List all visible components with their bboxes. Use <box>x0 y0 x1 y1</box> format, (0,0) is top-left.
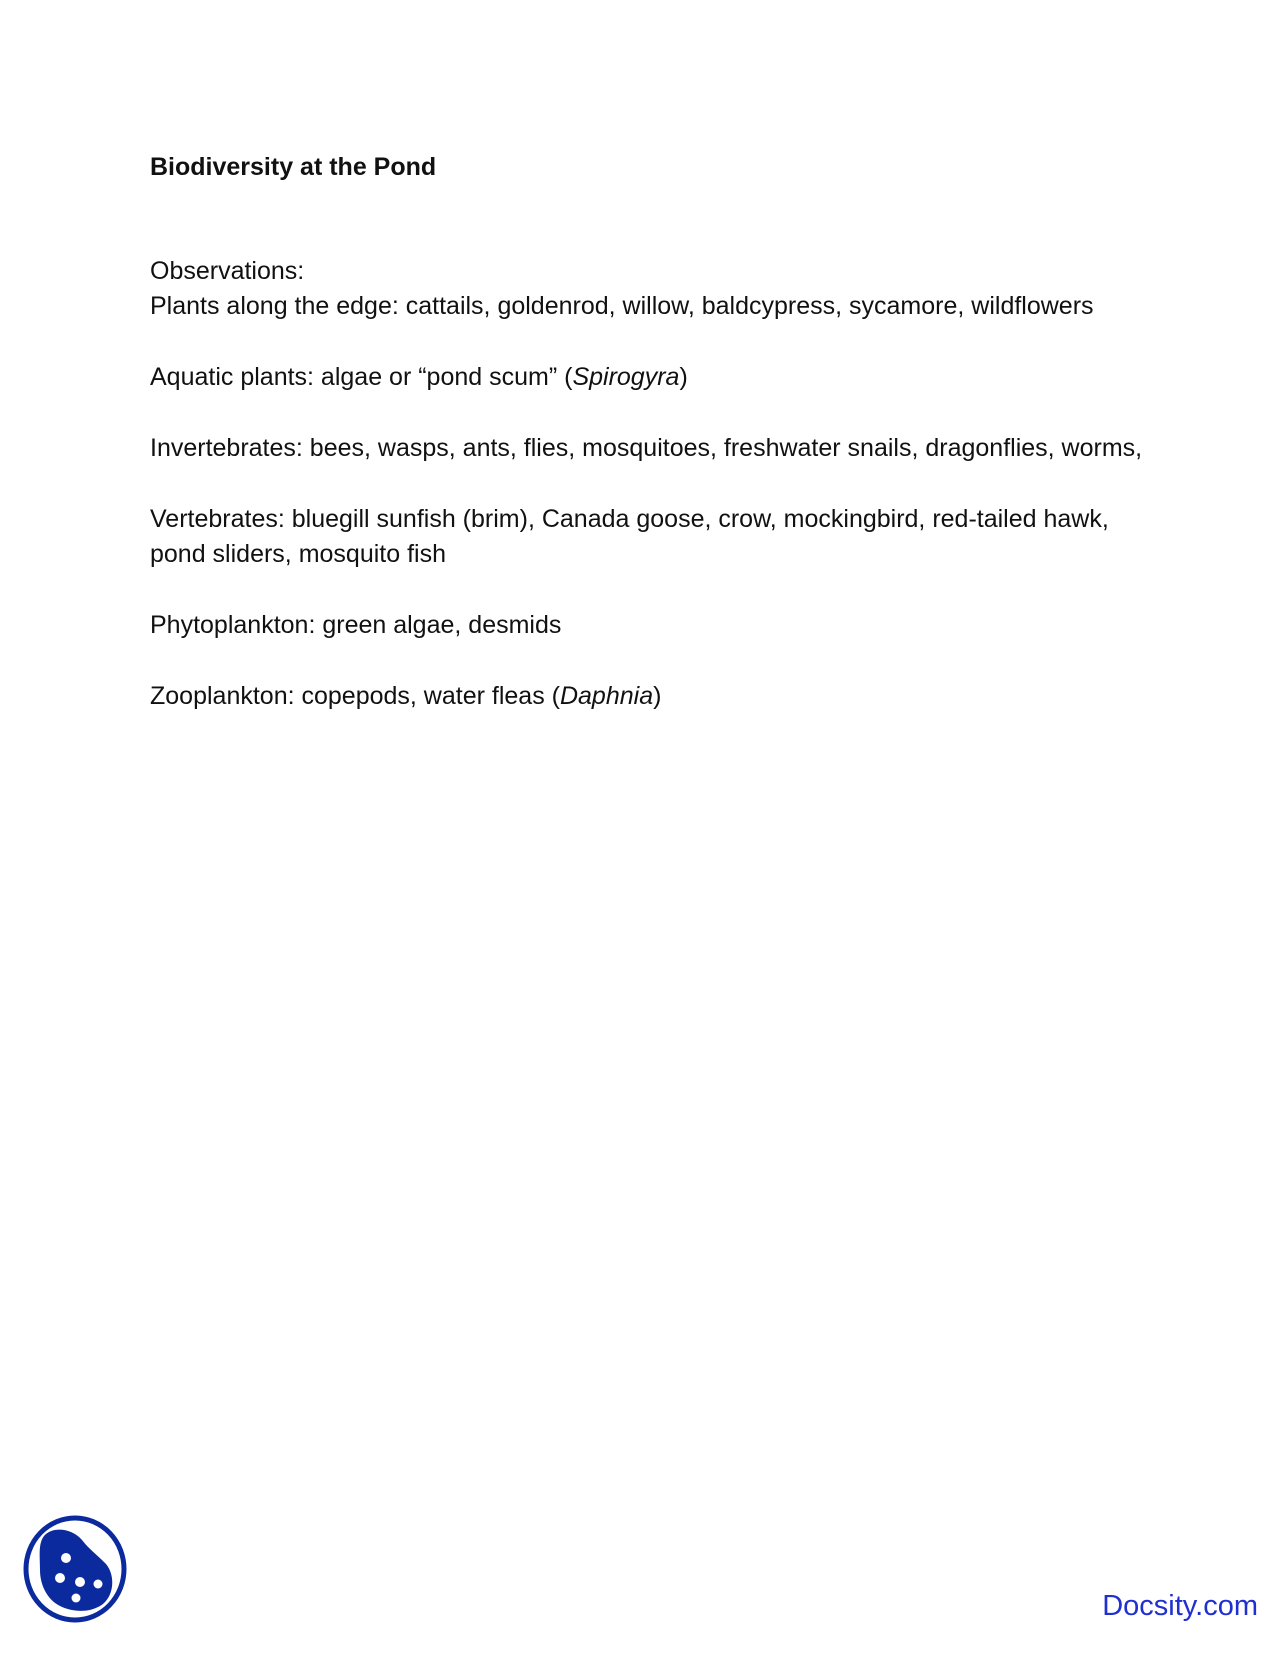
section-text: Invertebrates: bees, wasps, ants, flies, mosquitoes, freshwater snails, dragonflies, worms, <box>150 434 1143 462</box>
section-text-end: ) <box>653 682 662 710</box>
document-content <box>150 150 1150 714</box>
section-text: Phytoplankton: green algae, desmids <box>150 611 562 639</box>
section-zooplankton <box>150 679 1150 714</box>
section-phytoplankton <box>150 608 1150 643</box>
section-text: Aquatic plants: algae or “pond scum” ( <box>150 363 573 391</box>
section-vertebrates <box>150 502 1150 572</box>
scientific-name: Daphnia <box>559 682 654 710</box>
docsity-logo-icon[interactable] <box>22 1514 128 1624</box>
section-text-end: ) <box>679 363 688 391</box>
observations-label: Observations: <box>150 257 305 285</box>
section-plants-edge <box>150 289 1150 324</box>
section-aquatic-plants <box>150 360 1150 395</box>
scientific-name: Spirogyra <box>572 363 680 391</box>
brand-link[interactable]: Docsity.com <box>1102 1590 1258 1622</box>
section-text: Vertebrates: bluegill sunfish (brim), Canada goose, crow, mockingbird, red-tailed hawk, pond sliders, mosquito fish <box>150 505 1109 568</box>
section-text: Plants along the edge: cattails, goldenrod, willow, baldcypress, sycamore, wildflowers <box>150 292 1094 320</box>
document-title: Biodiversity at the Pond <box>150 153 437 181</box>
section-invertebrates <box>150 431 1150 466</box>
section-text: Zooplankton: copepods, water fleas ( <box>150 682 560 710</box>
